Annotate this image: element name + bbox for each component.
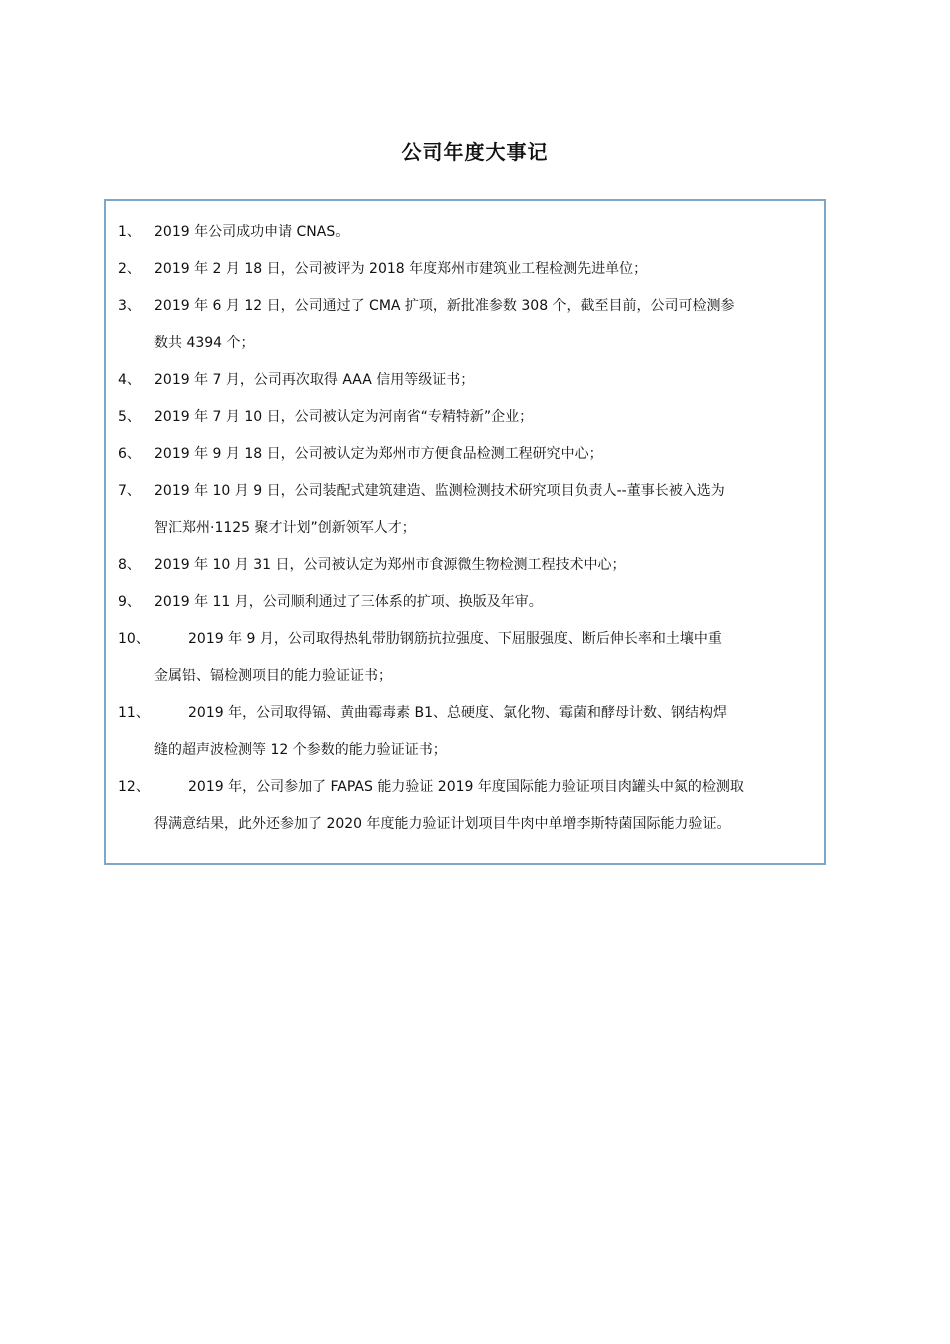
events-box — [104, 199, 826, 865]
event-item — [118, 547, 814, 584]
event-item — [118, 769, 814, 843]
event-list — [106, 201, 824, 843]
event-item — [118, 584, 814, 621]
event-text-line: 2019 年 2 月 18 日，公司被评为 2018 年度郑州市建筑业工程检测先进单位； — [154, 261, 648, 277]
event-item — [118, 473, 814, 547]
event-text-line: 数共 4394 个； — [154, 335, 255, 351]
event-text-line: 2019 年公司成功申请 CNAS。 — [154, 224, 350, 240]
event-text-line: 2019 年 7 月 10 日，公司被认定为河南省“专精特新”企业； — [154, 409, 534, 425]
event-text-line: 2019 年 10 月 9 日，公司装配式建筑建造、监测检测技术研究项目负责人--董事长被入选为 — [154, 483, 725, 499]
event-text-line: 2019 年 6 月 12 日，公司通过了 CMA 扩项，新批准参数 308 个，截至目前，公司可检测参 — [154, 298, 735, 314]
event-number: 7、 — [118, 483, 141, 499]
page-title: 公司年度大事记 — [401, 140, 549, 164]
event-item — [118, 621, 814, 695]
event-text-line: 得满意结果，此外还参加了 2020 年度能力验证计划项目牛肉中单增李斯特菌国际能力验证。 — [154, 816, 731, 832]
event-text-line: 2019 年 9 月，公司取得热轧带肋钢筋抗拉强度、下屈服强度、断后伸长率和土壤中重 — [188, 631, 722, 647]
event-text-line: 金属铅、镉检测项目的能力验证证书； — [154, 668, 392, 684]
event-number: 9、 — [118, 594, 141, 610]
event-number: 11、 — [118, 705, 150, 721]
event-item — [118, 288, 814, 362]
event-number: 2、 — [118, 261, 141, 277]
event-text-line: 智汇郑州·1125 聚才计划”创新领军人才； — [154, 520, 416, 536]
event-text-line: 2019 年，公司取得镉、黄曲霉毒素 B1、总硬度、氯化物、霉菌和酵母计数、钢结构焊 — [188, 705, 728, 721]
event-text-line: 2019 年 10 月 31 日，公司被认定为郑州市食源微生物检测工程技术中心； — [154, 557, 626, 573]
event-number: 1、 — [118, 224, 141, 240]
event-number: 6、 — [118, 446, 141, 462]
event-text-line: 2019 年 11 月，公司顺利通过了三体系的扩项、换版及年审。 — [154, 594, 543, 610]
event-number: 4、 — [118, 372, 141, 388]
event-number: 8、 — [118, 557, 141, 573]
event-text-line: 2019 年 9 月 18 日，公司被认定为郑州市方便食品检测工程研究中心； — [154, 446, 603, 462]
event-text-line: 2019 年，公司参加了 FAPAS 能力验证 2019 年度国际能力验证项目肉罐头中氮的检测取 — [188, 779, 744, 795]
event-text-line: 2019 年 7 月，公司再次取得 AAA 信用等级证书； — [154, 372, 475, 388]
event-number: 12、 — [118, 779, 150, 795]
event-number: 10、 — [118, 631, 150, 647]
event-item — [118, 399, 814, 436]
event-text-line: 缝的超声波检测等 12 个参数的能力验证证书； — [154, 742, 447, 758]
event-item — [118, 362, 814, 399]
event-item — [118, 695, 814, 769]
event-item — [118, 214, 814, 251]
event-item — [118, 251, 814, 288]
event-number: 3、 — [118, 298, 141, 314]
event-item — [118, 436, 814, 473]
event-number: 5、 — [118, 409, 141, 425]
